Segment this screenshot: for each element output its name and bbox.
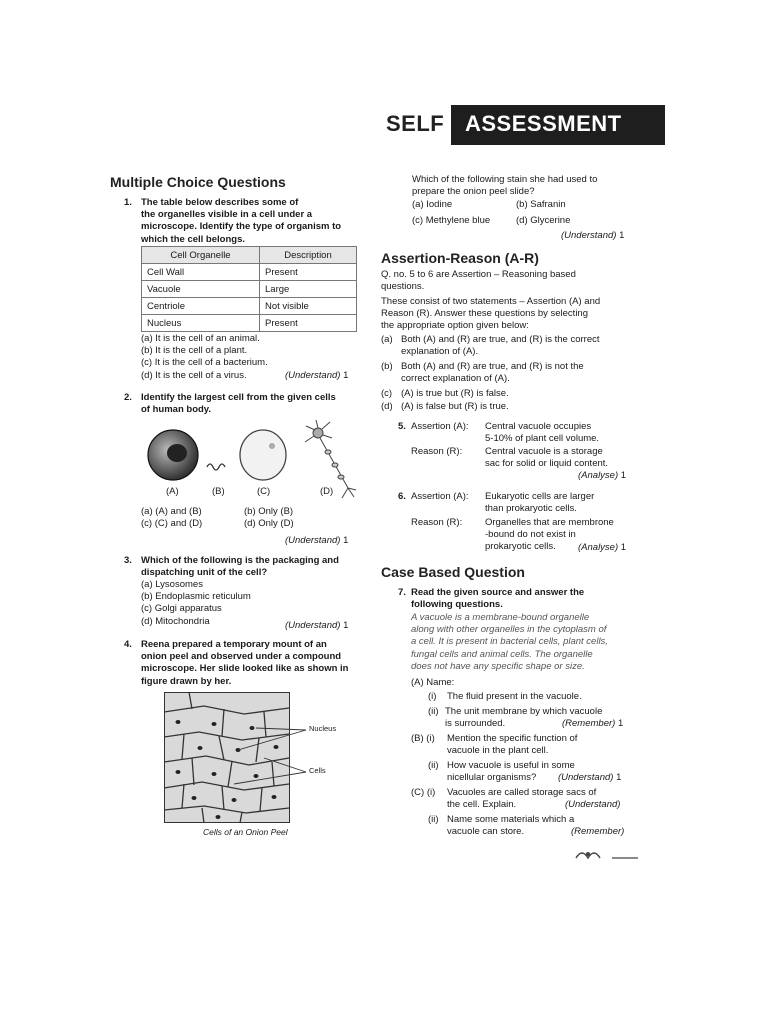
q7-c-i-line: Vacuoles are called storage sacs of bbox=[447, 787, 597, 798]
q7-a-i-num: (i) bbox=[428, 691, 437, 702]
ar-opt-line: correct explanation of (A). bbox=[401, 373, 510, 385]
figure-caption: Cells of an Onion Peel bbox=[203, 827, 288, 837]
ar-opt-d-letter: (d) bbox=[381, 401, 393, 412]
cells-label: Cells bbox=[309, 766, 326, 775]
passage-line: along with other organelles in the cytoplasm of bbox=[411, 624, 607, 636]
cell-label-c: (C) bbox=[257, 486, 271, 497]
case-heading: Case Based Question bbox=[381, 564, 525, 580]
cell-a bbox=[148, 430, 198, 480]
cell-c bbox=[240, 430, 286, 480]
q7-a-ii-num: (ii) bbox=[428, 706, 439, 717]
q4-tag-line bbox=[561, 230, 624, 242]
cell-label-d: (D) bbox=[320, 486, 334, 497]
q7-c-ii-tag: (Remember) bbox=[571, 826, 625, 837]
q7-c-i-line: the cell. Explain. bbox=[447, 799, 517, 811]
q7-c-i-tag-line bbox=[565, 799, 620, 811]
q5-r-line: Central vacuole is a storage bbox=[485, 446, 603, 457]
table-header: Cell Organelle bbox=[142, 247, 260, 264]
q2-text bbox=[141, 392, 336, 416]
option: (a) Lysosomes bbox=[141, 579, 203, 590]
q7-c-ii-tag-line bbox=[571, 826, 624, 838]
q7-b-ii-line: How vacuole is useful in some bbox=[447, 760, 575, 771]
option: (c) It is the cell of a bacterium. bbox=[141, 357, 268, 369]
option: (c) Golgi apparatus bbox=[141, 603, 222, 615]
q5-reason-label: Reason (R): bbox=[411, 446, 463, 457]
ar-opt-b-letter: (b) bbox=[381, 361, 393, 372]
cell-label-b: (B) bbox=[212, 486, 225, 497]
q4-tag: (Understand) bbox=[561, 230, 617, 241]
banner-self-text: SELF bbox=[386, 111, 445, 136]
q4-cont-line: prepare the onion peel slide? bbox=[412, 186, 535, 198]
table-cell: Cell Wall bbox=[142, 264, 260, 281]
table-cell: Nucleus bbox=[142, 315, 260, 332]
q3-mark: 1 bbox=[343, 620, 349, 631]
q5-tag-line bbox=[578, 470, 626, 482]
q4-continued bbox=[412, 174, 597, 198]
passage-line: A vacuole is a membrane-bound organelle bbox=[411, 612, 590, 623]
q5-r-line: sac for solid or liquid content. bbox=[485, 458, 609, 470]
q6-a-line: Eukaryotic cells are larger bbox=[485, 491, 595, 502]
ar-opt-line: Both (A) and (R) are true, and (R) is not the bbox=[401, 361, 584, 372]
q5-mark: 1 bbox=[620, 470, 627, 481]
banner-assessment-text: ASSESSMENT bbox=[465, 111, 622, 136]
q7-a-heading: (A) Name: bbox=[411, 677, 455, 688]
q6-a-line: than prokaryotic cells. bbox=[485, 503, 577, 515]
q7-c-ii-num: (ii) bbox=[428, 814, 439, 825]
q6-r-line: Organelles that are membrone bbox=[485, 517, 614, 528]
table-row bbox=[142, 298, 357, 315]
case-passage bbox=[411, 612, 608, 673]
ar-instr-line: the appropriate option given below: bbox=[381, 320, 529, 332]
q3-options bbox=[141, 579, 251, 628]
q7-b-ii-line: nicellular organisms? bbox=[447, 772, 537, 784]
q7-b-ii-mark: 1 bbox=[616, 772, 622, 783]
q7-c-i-num: (C) (i) bbox=[411, 787, 436, 798]
q7-a-ii-tag: (Remember) bbox=[562, 718, 616, 729]
table-row bbox=[142, 315, 357, 332]
q6-number: 6. bbox=[398, 491, 406, 502]
cell-label-a: (A) bbox=[166, 486, 179, 497]
q2-option: (c) (C) and (D) bbox=[141, 518, 203, 529]
ar-intro-line: questions. bbox=[381, 281, 425, 293]
q2-option: (d) Only (D) bbox=[244, 518, 294, 529]
q7-a-ii-tag-line bbox=[562, 718, 623, 730]
q7-b-i-line: vacuole in the plant cell. bbox=[447, 745, 549, 757]
publisher-logo-icon bbox=[574, 848, 640, 862]
passage-line: does not have any specific shape or size. bbox=[411, 660, 585, 672]
q7-c-ii-line: Name some materials which a bbox=[447, 814, 575, 825]
table-cell: Present bbox=[260, 315, 357, 332]
q6-assertion-text bbox=[485, 491, 594, 515]
cell-b bbox=[207, 464, 225, 470]
q4-option: (c) Methylene blue bbox=[412, 215, 491, 226]
organelle-table bbox=[141, 246, 357, 332]
q5-number: 5. bbox=[398, 421, 406, 432]
q3-number: 3. bbox=[124, 555, 132, 566]
q7-c-ii-line: vacuole can store. bbox=[447, 826, 525, 838]
table-header-row bbox=[142, 247, 357, 264]
q5-reason-text bbox=[485, 446, 608, 470]
q5-a-line: 5-10% of plant cell volume. bbox=[485, 433, 600, 445]
q1-options bbox=[141, 333, 268, 382]
q7-b-ii-tag: (Understand) bbox=[558, 772, 614, 783]
q4-mark: 1 bbox=[619, 230, 625, 241]
onion-peel-figure bbox=[164, 692, 354, 824]
option: (b) Endoplasmic reticulum bbox=[141, 591, 251, 603]
ar-intro bbox=[381, 269, 576, 293]
q7-a-i-text: The fluid present in the vacuole. bbox=[447, 691, 582, 702]
q7-a-ii-line: is surrounded. bbox=[445, 718, 506, 730]
ar-opt-d-text: (A) is false but (R) is true. bbox=[401, 401, 509, 412]
q6-reason-label: Reason (R): bbox=[411, 517, 463, 528]
q7-c-i-tag: (Understand) bbox=[565, 799, 621, 810]
q6-tag-line bbox=[578, 542, 626, 554]
q1-line: microscope. Identify the type of organism to bbox=[141, 221, 342, 233]
option: (a) It is the cell of an animal. bbox=[141, 333, 260, 344]
option: (d) Mitochondria bbox=[141, 615, 210, 627]
ar-opt-a-text bbox=[401, 334, 600, 358]
q6-tag: (Analyse) bbox=[578, 542, 619, 553]
q2-mark: 1 bbox=[343, 535, 349, 546]
ar-opt-c-letter: (c) bbox=[381, 388, 393, 399]
q7-b-ii-text bbox=[447, 760, 575, 784]
q4-line: onion peel and observed under a compound bbox=[141, 651, 342, 663]
q7-c-ii-text bbox=[447, 814, 574, 838]
option: (b) It is the cell of a plant. bbox=[141, 345, 248, 357]
table-header: Description bbox=[260, 247, 357, 264]
q2-tag: (Understand) bbox=[285, 535, 341, 546]
q6-assertion-label: Assertion (A): bbox=[411, 491, 469, 502]
passage-line: a cell. It is present in bacterial cells, plant cells, bbox=[411, 636, 608, 648]
ar-intro-line: Q. no. 5 to 6 are Assertion – Reasoning based bbox=[381, 269, 576, 280]
q4-cont-line: Which of the following stain she had used to bbox=[412, 174, 598, 185]
q4-line: Reena prepared a temporary mount of an bbox=[141, 639, 327, 650]
q5-assertion-label: Assertion (A): bbox=[411, 421, 469, 432]
ar-opt-line: Both (A) and (R) are true, and (R) is the correct bbox=[401, 334, 600, 345]
option: (d) It is the cell of a virus. bbox=[141, 369, 247, 381]
q7-b-i-text bbox=[447, 733, 577, 757]
q2-number: 2. bbox=[124, 392, 132, 403]
ar-instr-line: These consist of two statements – Assertion (A) and bbox=[381, 296, 601, 307]
ar-opt-c-text: (A) is true but (R) is false. bbox=[401, 388, 509, 399]
ar-opt-line: explanation of (A). bbox=[401, 346, 479, 358]
table-cell: Large bbox=[260, 281, 357, 298]
q2-tag-line bbox=[285, 535, 348, 547]
table-row bbox=[142, 264, 357, 281]
q3-tag: (Understand) bbox=[285, 620, 341, 631]
q4-line: figure drawn by her. bbox=[141, 675, 232, 687]
ar-opt-a-letter: (a) bbox=[381, 334, 393, 345]
q7-b-i-num: (B) (i) bbox=[411, 733, 435, 744]
q1-tag-line bbox=[285, 370, 348, 382]
q1-number: 1. bbox=[124, 197, 132, 208]
ar-opt-b-text bbox=[401, 361, 584, 385]
q7-text bbox=[411, 587, 584, 611]
q4-option: (a) Iodine bbox=[412, 199, 453, 210]
nucleus-label: Nucleus bbox=[309, 724, 337, 733]
q7-b-i-line: Mention the specific function of bbox=[447, 733, 578, 744]
q5-tag: (Analyse) bbox=[578, 470, 619, 481]
q5-assertion-text bbox=[485, 421, 599, 445]
q5-a-line: Central vacuole occupies bbox=[485, 421, 592, 432]
q3-line: Which of the following is the packaging and bbox=[141, 555, 339, 566]
table-cell: Present bbox=[260, 264, 357, 281]
q3-tag-line bbox=[285, 620, 348, 632]
q7-b-ii-tag-line bbox=[558, 772, 621, 784]
q1-line: the organelles visible in a cell under a bbox=[141, 209, 313, 221]
q7-line: Read the given source and answer the bbox=[411, 587, 585, 598]
table-cell: Not visible bbox=[260, 298, 357, 315]
q2-option: (a) (A) and (B) bbox=[141, 506, 202, 517]
q1-tag: (Understand) bbox=[285, 370, 341, 381]
table-cell: Centriole bbox=[142, 298, 260, 315]
q4-text bbox=[141, 639, 348, 688]
q6-mark: 1 bbox=[620, 542, 627, 553]
mcq-heading: Multiple Choice Questions bbox=[110, 174, 286, 190]
q4-option: (b) Safranin bbox=[516, 199, 566, 210]
q4-number: 4. bbox=[124, 639, 132, 650]
q1-line: which the cell belongs. bbox=[141, 233, 245, 245]
q6-r-line: -bound do not exist in bbox=[485, 529, 576, 541]
q1-mark: 1 bbox=[343, 370, 349, 381]
q2-line: Identify the largest cell from the given cells bbox=[141, 392, 336, 403]
ar-heading: Assertion-Reason (A-R) bbox=[381, 250, 539, 266]
q7-b-ii-num: (ii) bbox=[428, 760, 439, 771]
ar-instr-line: Reason (R). Answer these questions by selecting bbox=[381, 308, 588, 320]
table-cell: Vacuole bbox=[142, 281, 260, 298]
q2-line: of human body. bbox=[141, 404, 212, 416]
q4-option: (d) Glycerine bbox=[516, 215, 571, 226]
q7-number: 7. bbox=[398, 587, 406, 598]
ar-instructions bbox=[381, 296, 600, 333]
q7-a-ii-mark: 1 bbox=[617, 718, 624, 729]
q4-line: microscope. Her slide looked like as shown in bbox=[141, 663, 349, 675]
q2-option: (b) Only (B) bbox=[244, 506, 294, 517]
q3-text bbox=[141, 555, 339, 579]
table-row bbox=[142, 281, 357, 298]
q7-line: following questions. bbox=[411, 599, 503, 611]
q6-r-line: prokaryotic cells. bbox=[485, 541, 556, 553]
q7-a-ii-line: The unit membrane by which vacuole bbox=[445, 706, 603, 717]
passage-line: fungal cells and animal cells. The organelle bbox=[411, 648, 593, 660]
q3-line: dispatching unit of the cell? bbox=[141, 567, 268, 579]
q1-line: The table below describes some of bbox=[141, 197, 299, 208]
q1-text bbox=[141, 197, 359, 246]
